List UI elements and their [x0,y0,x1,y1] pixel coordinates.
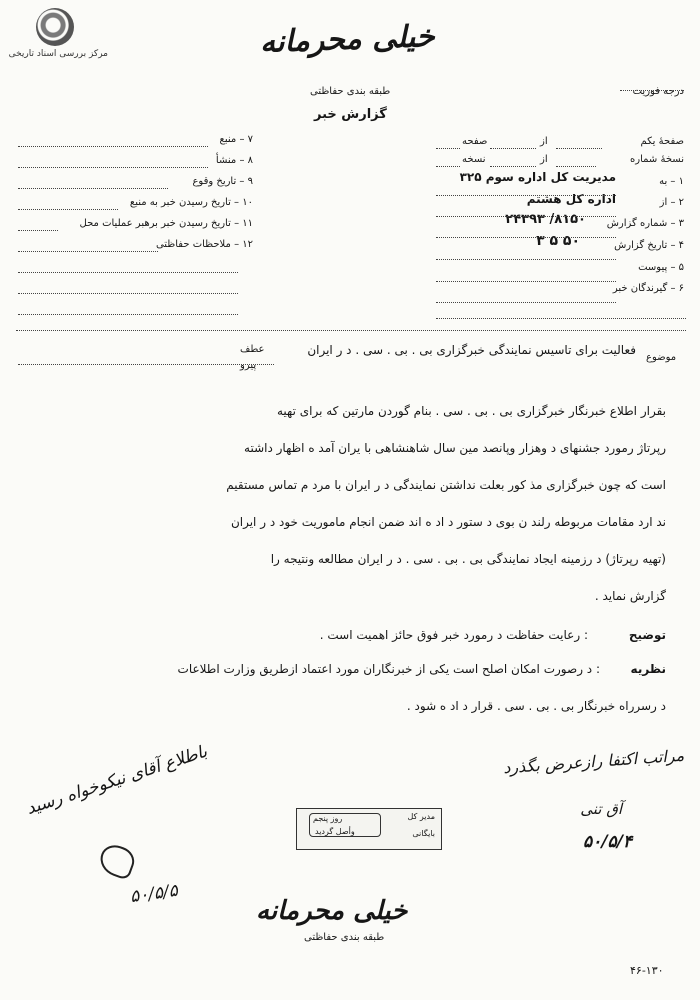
form-to-value: مدیریت کل اداره سوم ۳۲۵ [459,170,616,184]
form-dotline [436,204,616,217]
form-dotline [18,281,238,294]
form-dotline [18,302,238,315]
form-report-number-label: ۳ – شماره گزارش [606,218,684,229]
handwritten-signature-right: آق تنی [580,800,622,818]
form-to-label: ۱ – به [659,176,684,187]
form-attachment-label: ۵ – پیوست [638,262,684,273]
form-leader-receipt-label: ۱۱ – تاریخ رسیدن خبر برهبر عملیات محل [79,218,253,229]
opinion-line-1: : د رصورت امکان اصلح است یکی از خبرنگاران مورد اعتماد ازطریق وزارت اطلاعات [177,662,600,676]
classification-top: خیلی محرمانه [259,18,436,61]
form-dotline [18,176,168,189]
form-page-unit: صفحه [462,136,488,147]
subject-note-ref: عطف [240,344,265,355]
form-dotline [18,134,208,147]
stamp-line-2: روز پنجم [313,814,343,823]
body-line: بقرار اطلاع خبرنگار خبرگزاری بی . بی . سی . بنام گوردن مارتین که برای تهیه [276,404,666,418]
handwritten-note-left: باطلاع آقای نیکوخواه رسید [24,741,210,820]
form-page-of: از [540,136,548,147]
separator-line [16,318,686,331]
subject-label: موضوع [646,352,677,363]
classification-bottom: خیلی محرمانه [256,896,408,926]
form-recipients-label: ۶ – گیرندگان خبر [612,283,684,294]
form-source-receipt-label: ۱۰ – تاریخ رسیدن خبر به منبع [129,197,253,208]
form-copy-label: نسخهٔ شماره [630,154,684,165]
subject-dotline [18,352,274,365]
form-dotline [436,290,616,303]
handwritten-date-right: ۵۰/۵/۴ [583,832,632,852]
stamp-line-3: بایگانی [412,829,435,838]
form-dotline [18,239,158,252]
form-dotline [436,269,616,282]
form-page-label: صفحهٔ یکم [640,136,684,147]
explanation-label: توضیح [628,628,666,642]
form-copy-of: از [540,154,548,165]
form-dotline [556,154,596,167]
body-line: ند ارد مقامات مربوطه رلند ن بوی د ستور د اد ه اند ضمن انجام ماموریت خود د ر ایران [230,515,666,529]
form-copy-unit: نسخه [462,154,486,165]
page-code: ۴۶-۱۳۰ [630,964,664,977]
classification-basis-bottom: طبقه بندی حفاظتی [304,932,385,943]
archive-logo-icon [36,8,74,46]
form-source-label: ۷ – منبع [219,134,253,145]
urgency-line [620,78,684,91]
form-dotline [18,260,238,273]
form-report-number-value: ۸۱۵۰/ ۲۴۳۹۳ [505,212,586,227]
form-from-value: اداره کل هشتم [526,192,616,206]
archive-label: مرکز بررسی اسناد تاریخی [8,49,108,59]
subject-note-follow: پیرو [240,360,257,371]
form-occurrence-date-label: ۹ – تاریخ وقوع [192,176,253,187]
form-dotline [436,247,616,260]
form-dotline [436,154,460,167]
body-line: گزارش نماید . [594,589,666,603]
form-report-date-value: ۵۰ ۵ ۳ [536,233,580,249]
form-report-date-label: ۴ – تاریخ گزارش [614,240,684,251]
stamp-line-4: وأصل گردید [315,827,355,836]
form-dotline [436,225,616,238]
classification-basis: طبقه بندی حفاظتی [310,86,391,97]
urgency-label: درجه فوریت [632,86,684,97]
form-dotline [490,136,536,149]
form-from-label: ۲ – از [659,197,684,208]
form-dotline [18,197,118,210]
form-dotline [490,154,536,167]
body-line: رپرتاژ رمورد جشنهای د وهزار وپانصد مین سال شاهنشاهی با یران آمد ه اظهار داشته [244,441,666,455]
form-origin-label: ۸ – منشأ [215,155,253,166]
form-dotline [18,155,208,168]
report-title: گزارش خبر [314,107,387,122]
form-security-notes-label: ۱۲ – ملاحظات حفاظتی [155,239,253,250]
form-dotline [556,136,602,149]
opinion-label: نظریه [630,662,666,676]
handwritten-note-right: مراتب اکتفا رازعرض بگذرد [502,745,685,778]
opinion-line-2: د رسرراه خبرنگار بی . بی . سی . قرار د اد ه شود . [406,699,666,713]
body-line: (تهیه رپرتاژ) د رزمینه ایجاد نمایندگی بی . بی . سی . د ر ایران مطالعه ونتیجه را [270,552,666,566]
explanation-text: : رعایت حفاظت د رمورد خبر فوق حائز اهمیت است . [319,628,588,642]
received-stamp [296,808,442,850]
signature-scribble-icon [96,841,138,881]
subject-text: فعالیت برای تاسیس نمایندگی خبرگزاری بی . بی . سی . د ر ایران [307,343,636,357]
form-dotline [436,136,460,149]
stamp-line-1: مدیر کل [407,812,435,821]
body-line: است که چون خبرگزاری مذ کور بعلت نداشتن نمایندگی د ر ایران با مرد م تماس مستقیم [226,478,666,492]
form-dotline [436,183,616,196]
handwritten-date-left: ۵۰/۵/۵ [128,880,180,908]
form-dotline [18,218,58,231]
